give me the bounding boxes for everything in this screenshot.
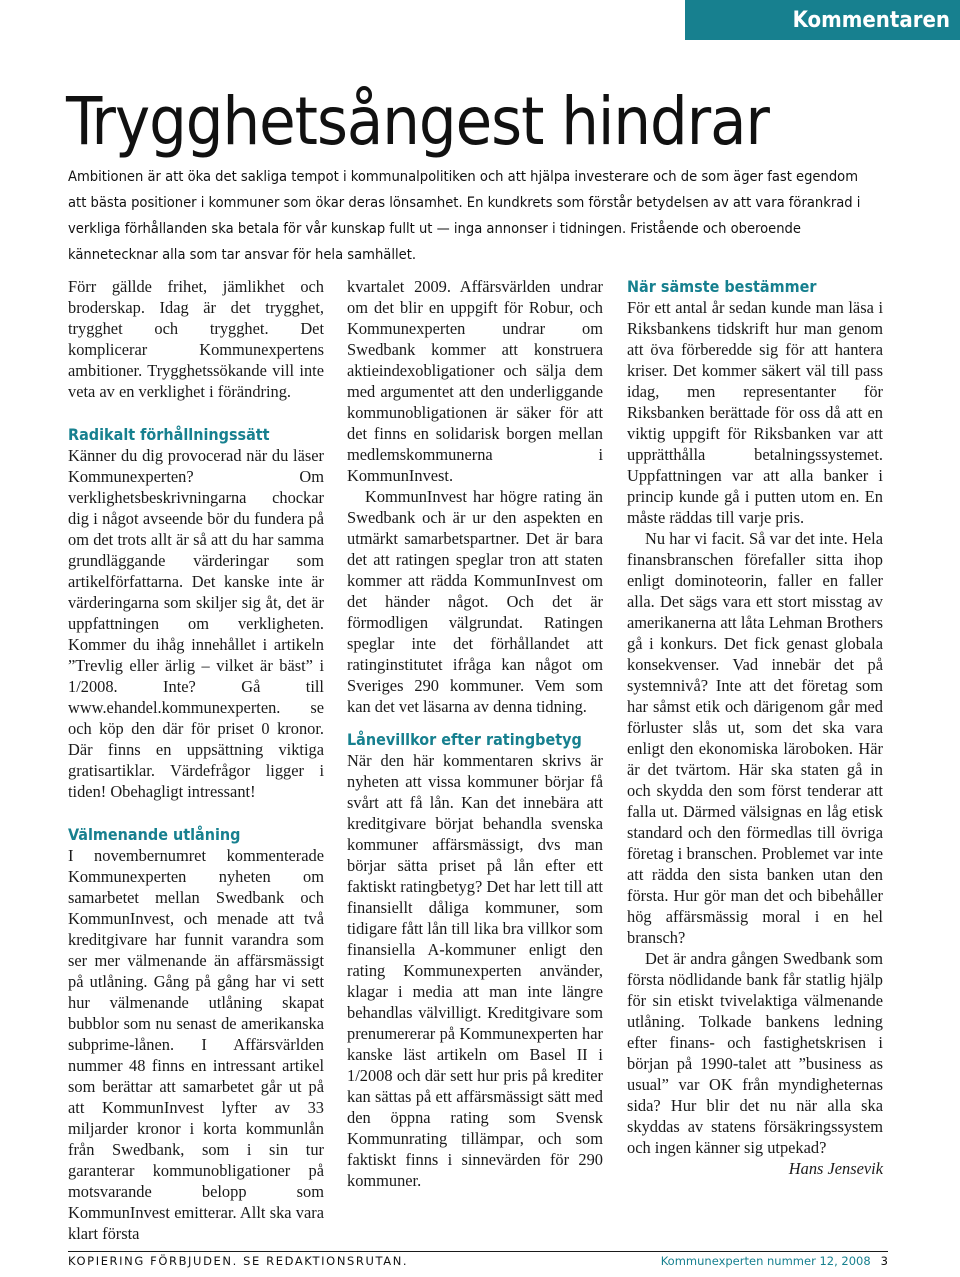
article-lede: Ambitionen är att öka det sakliga tempot i kommunalpolitiken och att hjälpa investerare och de som äger fast egendom att bästa positioner i kommuner som ökar deras lönsamhet. En kundkrets som förstår betydelsen av att vara förankrad i verkliga förhållanden ska betala för vår kunskap fullt ut — inga annonser i tidningen. Fristående och oberoende kännetecknar alla som tar ansvar för hela samhället.	[68, 168, 861, 263]
author-signature: Hans Jensevik	[788, 1159, 883, 1178]
paragraph: För ett antal år sedan kunde man läsa i Riksbankens tidskrift hur man genom att öva förberedde sig för att hantera kriser. Det kommer säkert väl till pass idag, men representanter för Riksbanken berättade för oss då att en viktig uppgift för Riksbanken var att upprätthålla betalningssystemet. Uppfattningen var att alla banker i princip kunde gå i putten utom en. En måste räddas till varje pris.	[627, 298, 883, 527]
subheading: Lånevillkor efter ratingbetyg	[347, 730, 582, 749]
paragraph: Nu har vi facit. Så var det inte. Hela finansbranschen förefaller sitta ihop enligt dominoteorin, faller en faller alla. Det sägs vara ett stort misstag av amerikanerna att låta Lehman Brothers gå i konkurs. Det fick genast globala konsekvenser. Vad innebär det på systemnivå? Inte att det företag som har såmst etik och därigenom går med förluster slås ut, som det ska vara enligt den ekonomiska läroboken. Här är det tvärtom. Här ska staten gå in och skydda den som först tenderar att falla ut. Därmed välsignas en låg etisk standard och den förmedlas till övriga företag i branschen. Problemet var inte att rädda den sista banken utan den första. Hur gör man det och bibehåller hög affärsmässig moral i en hel bransch?	[627, 529, 883, 947]
paragraph: KommunInvest har högre rating än Swedbank och är ur den aspekten en utmärkt samarbetspartner. Det är bara det att ratingen speglar tron att staten kommer att rädda KommunInvest om det händer något. Och det är förmodligen välgrundat. Ratingen speglar inte det förhållandet att ratinginstitutet ifråga kan något om Sveriges 290 kommuner. Vem som kan det vet läsarna av denna tidning.	[347, 487, 603, 716]
paragraph: Det är andra gången Swedbank som första nödlidande bank får statlig hjälp för sin etiskt tvivelaktiga välmenande utlåning. Tolkade bankens ledning efter finans- och fastighetskrisen i början på 1990-talet att ”business as usual” var OK från myndigheternas sida? Hur blir det nu när alla ska skyddas av statens försäkringssystem och ingen känner sig utpekad?	[627, 949, 883, 1157]
paragraph: kvartalet 2009. Affärsvärlden undrar om det blir en uppgift för Robur, och Kommunexperten undrar om Swedbank kommer att konstruera aktieindexobligationer och sälja dem med argumentet att den underliggande kommunobligationen är säker för att det finns en solidarisk borgen mellan medlemskommunerna i KommunInvest.	[347, 277, 603, 485]
footer-divider	[68, 1251, 888, 1252]
article-column-1	[68, 276, 324, 1244]
publication-name: Kommunexperten nummer 12, 2008	[660, 1254, 871, 1268]
section-banner: Kommentaren	[685, 0, 960, 40]
subheading: Radikalt förhållningssätt	[68, 425, 270, 444]
article-title: Trygghetsångest hindrar	[66, 83, 769, 160]
page-number: 3	[880, 1254, 888, 1268]
copyright-notice: KOPIERING FÖRBJUDEN. SE REDAKTIONSRUTAN.	[68, 1254, 409, 1268]
paragraph: Förr gällde frihet, jämlikhet och broderskap. Idag är det trygghet, trygghet och trygghet. Det komplicerar Kommunexpertens ambitioner. Trygghetssökande vill inte veta av en verklighet i förändring.	[68, 277, 324, 401]
paragraph: Känner du dig provocerad när du läser Kommunexperten? Om verklighetsbeskrivningarna chockar dig i något avseende bör du fundera på om det trots allt är så att du har samma grundläggande värderingar som artikelförfattarna. Det kanske inte är värderingarna som skiljer sig åt, det är uppfattningen om verkligheten. Kommer du ihåg innehållet i artikeln ”Trevlig eller ärlig – vilket är bäst” i 1/2008. Inte? Gå till www.ehandel.kommunexperten. se och köp den där för priset 0 kronor. Där finns en uppsättning viktiga gratisartiklar. Värdefrågor ligger i tiden! Obehagligt intressant!	[68, 446, 324, 801]
paragraph: I novembernumret kommenterade Kommunexperten nyheten om samarbetet mellan Swedbank och KommunInvest, och menade att två kreditgivare har funnit varandra som ser mer välmenande än affärsmässigt på utlåning. Gång på gång har vi sett hur välmenande utlåning skapat bubblor som nu senast de amerikanska subprime-lånen. I Affärsvärlden nummer 48 finns en intressant artikel som berättar att samarbetet går ut på att KommunInvest lyfter av 33 miljarder kronor i korta kommunlån från Swedbank, som i sin tur garanterar kommunobligationer på motsvarande belopp som KommunInvest emitterar. Allt ska vara klart första	[68, 846, 324, 1243]
article-column-3	[627, 276, 883, 1179]
footer-publication	[661, 1254, 888, 1268]
article-column-2	[347, 276, 603, 1191]
subheading: När sämste bestämmer	[627, 277, 817, 296]
subheading: Välmenande utlåning	[68, 825, 241, 844]
paragraph: När den här kommentaren skrivs är nyheten att vissa kommuner börjar få svårt att få lån. Kan det innebära att kreditgivare börjat behandla svenska kommuner affärsmässigt, dvs man börjar sätta priset på lån efter ett faktiskt ratingbetyg? Det har lett till att finansiellt dåliga kommuner, som tidigare fått lån till lika bra villkor som finansiella A-kommuner enligt den rating Kommunexperten använder, klagar i media att man inte längre behandlas välvilligt. Kreditgivare som prenumererar på Kommunexperten har kanske läst artikeln om Basel II i 1/2008 och där sett hur pris på krediter kan sättas på ett affärsmässigt sätt med den öppna rating som Svensk Kommunrating tillämpar, och som faktiskt finns i sinnevärden för 290 kommuner.	[347, 751, 603, 1190]
